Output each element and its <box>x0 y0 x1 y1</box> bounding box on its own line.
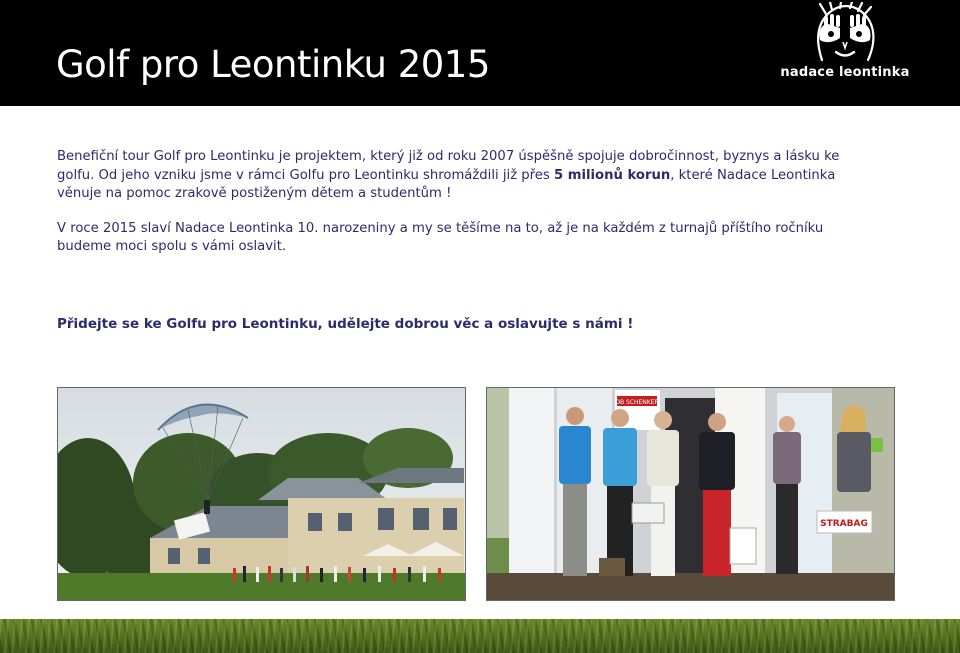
parachute-photo <box>57 387 466 601</box>
logo-text: nadace leontinka <box>780 65 910 80</box>
call-to-action: Přidejte se ke Golfu pro Leontinku, udělejte dobrou věc a oslavujte s námi ! <box>57 315 634 332</box>
anniversary-paragraph: V roce 2015 slaví Nadace Leontinka 10. narozeniny a my se těšíme na to, až je na každém z turnajů příštího ročníku budeme moci spolu s vámi oslavit. <box>57 220 824 254</box>
ceremony-photo <box>486 387 895 601</box>
svg-text:DB SCHENKER: DB SCHENKER <box>615 399 659 406</box>
main-content <box>57 148 877 333</box>
award-ceremony-image <box>487 388 894 600</box>
parachute-landing-image <box>58 388 465 600</box>
intro-text-end: , které Nadace Leontinka věnuje na pomoc zrakově postiženým dětem a studentům ! <box>57 167 836 201</box>
page-title: Golf pro Leontinku 2015 <box>56 43 490 86</box>
hands-face-icon <box>780 2 910 66</box>
header-bar <box>0 0 960 106</box>
nadace-leontinka-logo[interactable] <box>780 2 910 102</box>
svg-text:STRABAG: STRABAG <box>820 519 868 529</box>
intro-text-start: Benefiční tour Golf pro Leontinku je projektem, který již od roku 2007 úspěšně spojuje dobročinnost, byznys a lásku ke golfu. Od jeho vzniku jsme v rámci Golfu pro Leontinku shromáždili již přes <box>57 149 840 183</box>
intro-paragraph <box>57 148 877 204</box>
amount-highlight: 5 milionů korun <box>553 167 671 183</box>
grass-footer-strip <box>0 619 960 653</box>
